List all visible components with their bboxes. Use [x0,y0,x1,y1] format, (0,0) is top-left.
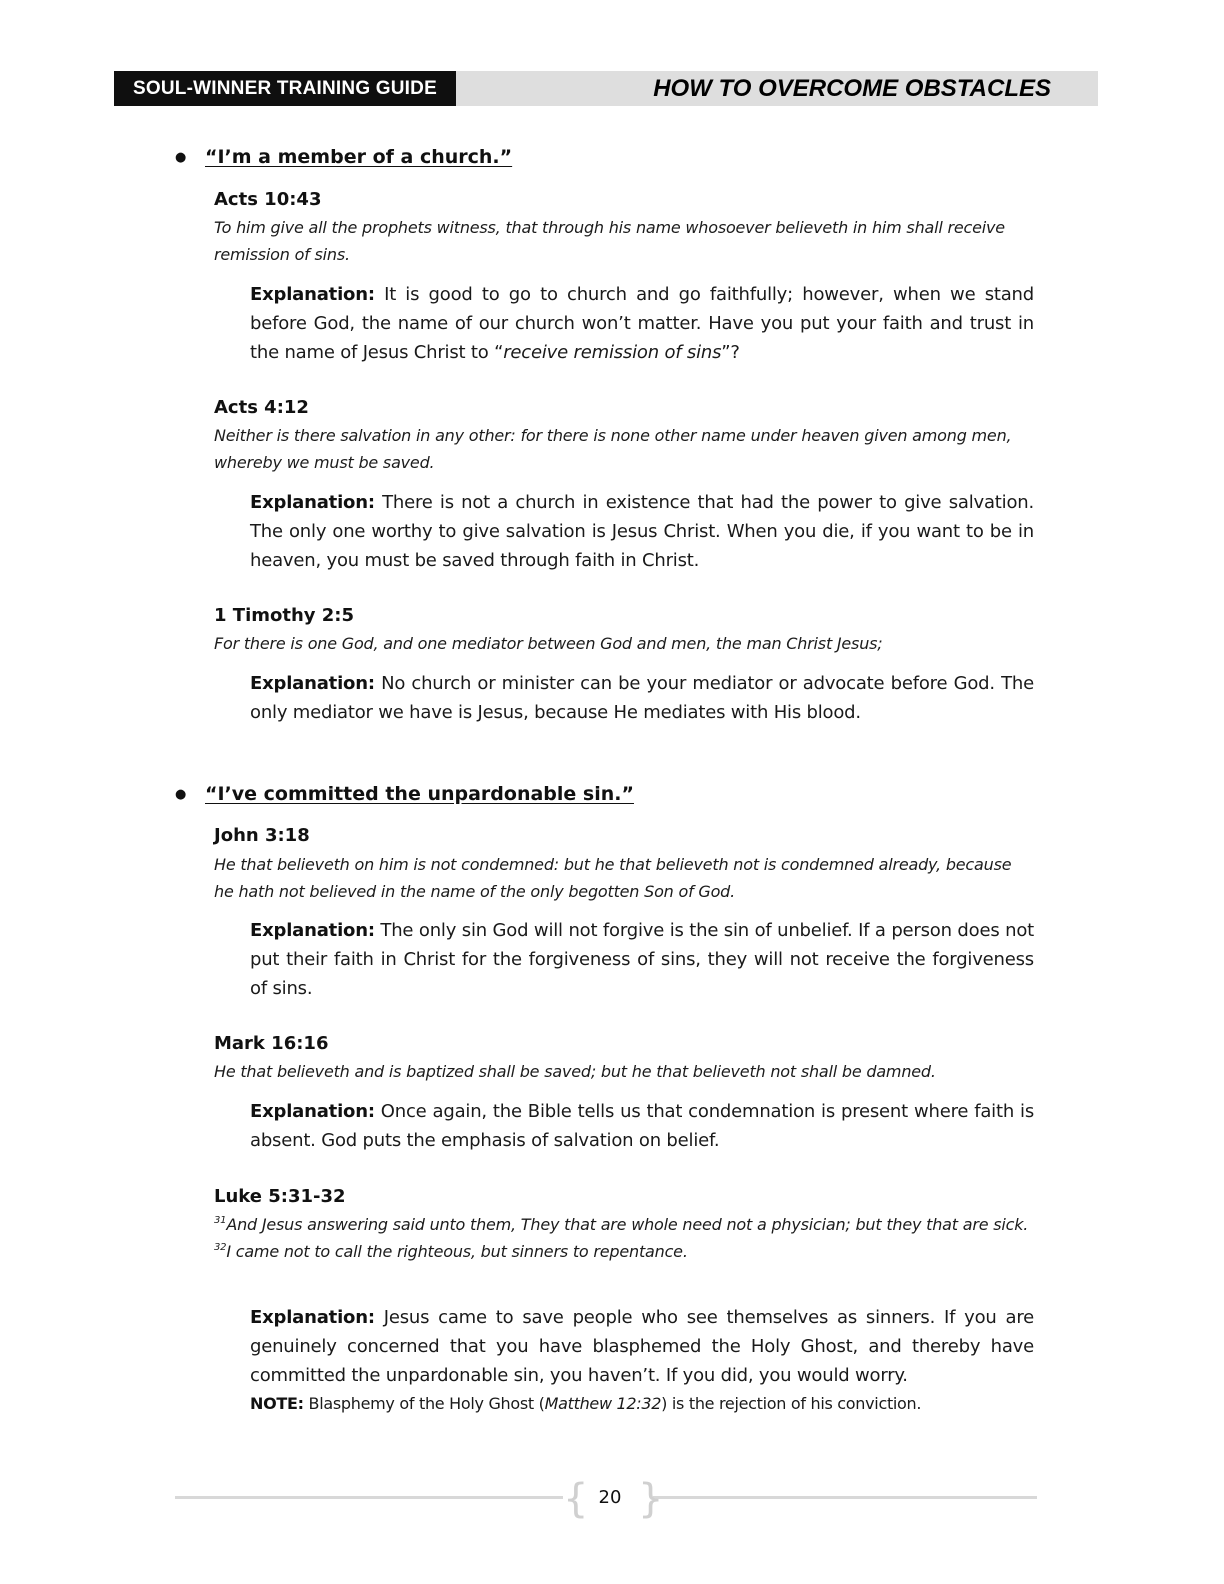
note-text: ) is the rejection of his conviction. [661,1394,922,1413]
scripture-verse: He that believeth and is baptized shall be saved; but he that believeth not shall be damned. [214,1062,936,1081]
scripture-reference: Acts 10:43 [214,189,322,210]
page-number: 20 [598,1487,622,1508]
scripture-reference: Mark 16:16 [214,1033,329,1054]
verse-number: 31 [214,1215,227,1226]
section-title: “I’m a member of a church.” [205,146,513,168]
scripture-verse: He that believeth on him is not condemned: but he that believeth not is condemned already, because he hath not believed in the name of the only begotten Son of God. [214,855,1012,901]
section-heading [175,146,512,168]
explanation-text: Once again, the Bible tells us that condemnation is present where faith is absent. God puts the emphasis of salvation on belief. [250,1101,1034,1151]
explanation-text: It is good to go to church and go faithfully; however, when we stand before God, the name of our church won’t matter. Have you put your faith and trust in the name of Jesus Christ to “ [250,284,1034,363]
scripture-reference: Acts 4:12 [214,397,309,418]
explanation [250,916,1034,1003]
explanation-text: There is not a church in existence that had the power to give salvation. The only one worthy to give salvation is Jesus Christ. When you die, if you want to be in heaven, you must be saved through faith in Christ. [250,492,1034,571]
explanation [250,1097,1034,1155]
chapter-title: HOW TO OVERCOME OBSTACLES [653,75,1051,102]
note-text: Blasphemy of the Holy Ghost ( [303,1394,545,1413]
verse-text: I came not to call the righteous, but sinners to repentance. [226,1242,688,1261]
explanation [250,1303,1034,1418]
explanation-text: Jesus came to save people who see themselves as sinners. If you are genuinely concerned that you have blasphemed the Holy Ghost, and thereby have committed the unpardonable sin, you haven’t. If you did, you would worry. [250,1307,1034,1386]
explanation-label: Explanation: [250,492,375,513]
bullet-icon: ● [175,150,187,165]
scripture-reference: John 3:18 [214,825,310,846]
explanation-label: Explanation: [250,284,375,305]
section-title: “I’ve committed the unpardonable sin.” [205,783,634,805]
right-brace-icon: } [638,1476,664,1522]
explanation [250,488,1034,575]
verse-text: And Jesus answering said unto them, They that are whole need not a physician; but they that are sick. [226,1215,1029,1234]
explanation-label: Explanation: [250,1307,375,1328]
footer-rule-left [175,1496,563,1499]
explanation-quote: receive remission of sins [503,342,722,363]
explanation [250,669,1034,727]
bullet-icon: ● [175,787,187,802]
note-reference: Matthew 12:32 [544,1394,662,1413]
explanation-text: The only sin God will not forgive is the sin of unbelief. If a person does not put their faith in Christ for the forgiveness of sins, they will not receive the forgiveness of sins. [250,920,1034,999]
scripture-verse: Neither is there salvation in any other: for there is none other name under heaven given among men, whereby we must be saved. [214,426,1012,472]
section-heading [175,783,634,805]
scripture-reference: 1 Timothy 2:5 [214,605,355,626]
guide-title: SOUL-WINNER TRAINING GUIDE [114,71,456,106]
scripture-reference: Luke 5:31-32 [214,1186,346,1207]
explanation-label: Explanation: [250,920,375,941]
explanation-text: No church or minister can be your mediator or advocate before God. The only mediator we have is Jesus, because He mediates with His blood. [250,673,1034,723]
note [250,1390,1034,1418]
note-label: NOTE: [250,1394,304,1413]
explanation-text: ”? [721,342,740,363]
scripture-verse [214,1211,1034,1265]
explanation [250,280,1034,367]
left-brace-icon: { [563,1476,589,1522]
explanation-label: Explanation: [250,1101,375,1122]
explanation-label: Explanation: [250,673,375,694]
footer-rule-right [653,1496,1037,1499]
verse-number: 32 [214,1242,227,1253]
scripture-verse: For there is one God, and one mediator between God and men, the man Christ Jesus; [214,634,883,653]
scripture-verse: To him give all the prophets witness, that through his name whosoever believeth in him shall receive remission of sins. [214,218,1005,264]
page-header [114,71,1098,106]
